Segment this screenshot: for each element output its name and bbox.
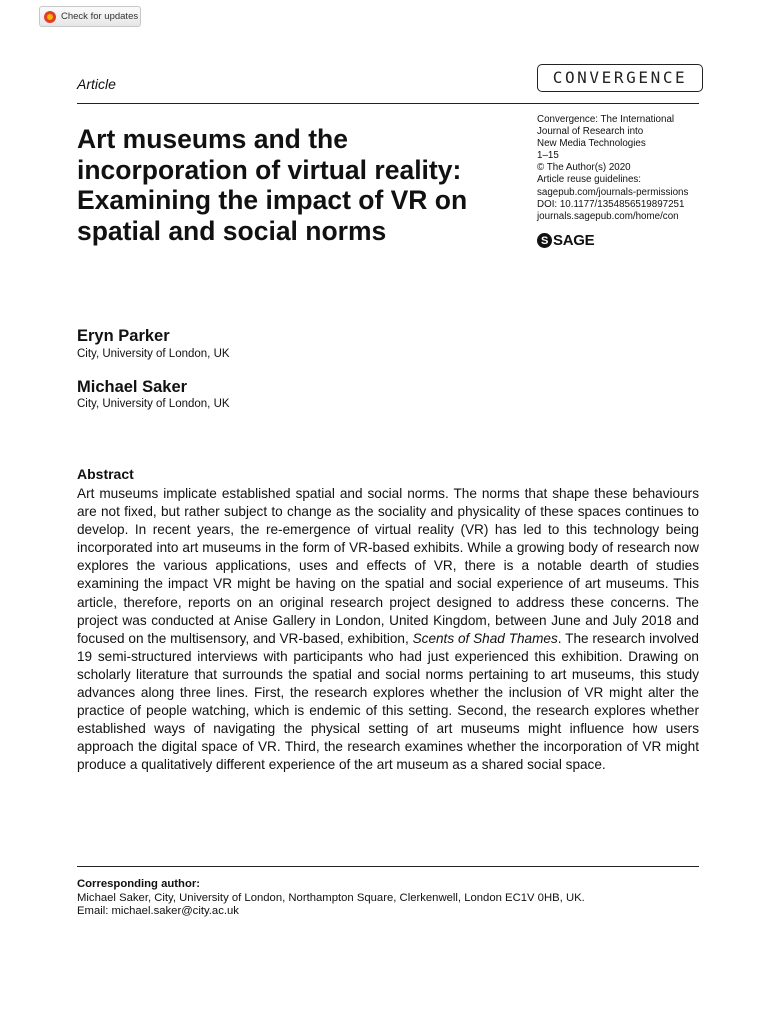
meta-permissions-link[interactable]: sagepub.com/journals-permissions <box>537 186 689 198</box>
check-for-updates-label: Check for updates <box>61 11 139 22</box>
meta-doi-link[interactable]: DOI: 10.1177/1354856519897251 <box>537 198 685 210</box>
corresponding-author <box>77 878 585 919</box>
article-type-label: Article <box>77 76 116 92</box>
abstract-text: Art museums implicate established spatial and social norms. The norms that shape these behaviours are not fixed, but rather subject to change as the sociality and physicality of these spaces continues to develop. In recent years, the re-emergence of virtual reality (VR) has led to this technology being incorporated into art museums in the form of VR-based exhibits. While a growing body of research now explores the various applications, uses and effects of VR, there is a notable dearth of studies examining the impact VR might be having on the spatial and social experience of art museums. This article, therefore, reports on an original research project designed to address these concerns. The project was conducted at Anise Gallery in London, United Kingdom, between June and July 2018 and focused on the multisensory, and VR-based, exhibition, <box>77 486 699 646</box>
meta-copyright: © The Author(s) 2020 <box>537 162 631 174</box>
author-affiliation: City, University of London, UK <box>77 348 230 360</box>
corresponding-author-address: Michael Saker, City, University of London, Northampton Square, Clerkenwell, London EC1V 0HB, UK. <box>77 891 585 904</box>
meta-line: Journal of Research into <box>537 126 644 138</box>
corresponding-author-email[interactable]: Email: michael.saker@city.ac.uk <box>77 905 239 917</box>
meta-pages: 1–15 <box>537 150 559 162</box>
footnote-divider <box>77 866 699 867</box>
author-name: Michael Saker <box>77 378 188 396</box>
sage-s-icon: S <box>537 233 552 248</box>
exhibition-title: Scents of Shad Thames <box>412 630 558 646</box>
corresponding-author-heading: Corresponding author: <box>77 878 201 890</box>
journal-logo <box>537 64 703 92</box>
meta-line: Convergence: The International <box>537 114 675 125</box>
article-title: Art museums and the incorporation of virtual reality: Examining the impact of VR on spatial and social norms <box>77 124 468 246</box>
abstract-text: . The research involved 19 semi-structured interviews with participants who had just experienced this exhibition. Drawing on scholarly literature that surrounds the spatial and social norms pertaining to art museums, this study advances along three lines. First, the research explores whether the inclusion of VR might alter the practice of people watching, which is endemic of this setting. Second, the research explores whether established ways of navigating the physical setting of art museums might influence how users approach the digital space of VR. Third, the research examines whether the incorporation of VR might produce a qualitatively different experience of the art museum as a shared social space. <box>77 630 699 773</box>
publisher-name: SAGE <box>553 232 595 249</box>
check-for-updates-button[interactable] <box>39 6 141 27</box>
journal-metadata <box>537 114 712 223</box>
abstract-body <box>77 485 699 775</box>
author-affiliation: City, University of London, UK <box>77 398 230 410</box>
author-name: Eryn Parker <box>77 327 170 345</box>
abstract-heading: Abstract <box>77 466 134 482</box>
publisher-logo <box>537 232 594 249</box>
header-divider <box>77 103 699 104</box>
meta-line: Article reuse guidelines: <box>537 174 642 186</box>
crossmark-icon <box>44 11 56 23</box>
journal-logo-text: CONVERGENCE <box>552 67 688 87</box>
meta-line: New Media Technologies <box>537 138 646 150</box>
meta-journal-link[interactable]: journals.sagepub.com/home/con <box>537 210 679 222</box>
